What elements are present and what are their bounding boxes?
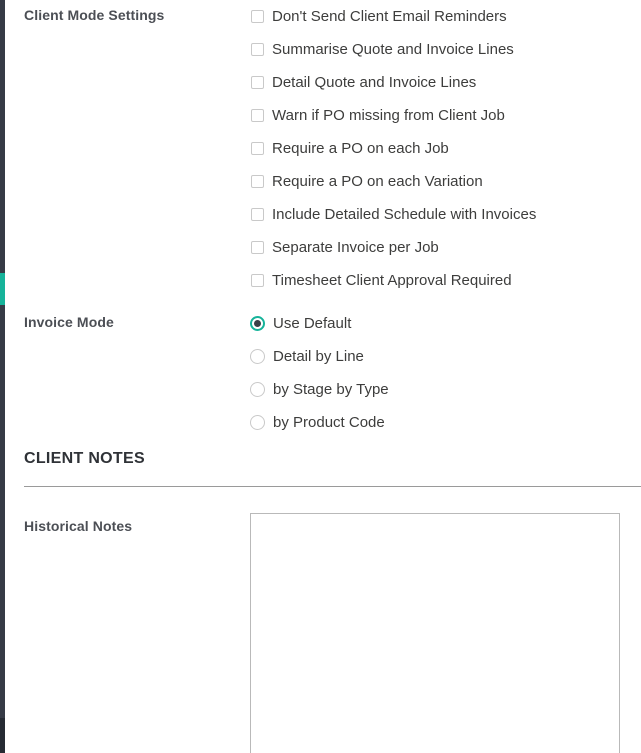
checkbox-label[interactable]: Require a PO on each Variation <box>272 173 483 190</box>
checkbox-label[interactable]: Separate Invoice per Job <box>272 239 439 256</box>
historical-notes-label: Historical Notes <box>24 518 133 534</box>
checkbox-row-summarise-quote-invoice-lines <box>250 33 641 66</box>
client-mode-checkbox-group <box>250 0 641 297</box>
radio-row-use-default <box>250 307 641 340</box>
checkbox-label[interactable]: Include Detailed Schedule with Invoices <box>272 206 537 223</box>
radio-use-default[interactable] <box>250 316 265 331</box>
checkbox-label[interactable]: Require a PO on each Job <box>272 140 449 157</box>
checkbox-row-detail-quote-invoice-lines <box>250 66 641 99</box>
client-mode-settings-row <box>24 0 641 297</box>
settings-form <box>5 0 641 753</box>
radio-label[interactable]: by Product Code <box>273 414 385 431</box>
radio-label[interactable]: Detail by Line <box>273 348 364 365</box>
radio-by-product-code[interactable] <box>250 415 265 430</box>
checkbox-row-require-po-each-job <box>250 132 641 165</box>
invoice-mode-label: Invoice Mode <box>24 314 114 330</box>
checkbox-separate-invoice-per-job[interactable] <box>251 241 264 254</box>
section-divider <box>24 486 641 487</box>
checkbox-label[interactable]: Detail Quote and Invoice Lines <box>272 74 477 91</box>
checkbox-row-timesheet-client-approval <box>250 264 641 297</box>
radio-row-by-product-code <box>250 406 641 439</box>
radio-label[interactable]: Use Default <box>273 315 352 332</box>
radio-row-by-stage-by-type <box>250 373 641 406</box>
radio-row-detail-by-line <box>250 340 641 373</box>
checkbox-warn-if-po-missing[interactable] <box>251 109 264 122</box>
checkbox-detail-quote-invoice-lines[interactable] <box>251 76 264 89</box>
checkbox-row-include-detailed-schedule <box>250 198 641 231</box>
checkbox-summarise-quote-invoice-lines[interactable] <box>251 43 264 56</box>
radio-label[interactable]: by Stage by Type <box>273 381 389 398</box>
historical-notes-control <box>250 513 641 753</box>
historical-notes-textarea[interactable] <box>250 513 620 753</box>
checkbox-dont-send-client-email-reminders[interactable] <box>251 10 264 23</box>
checkbox-include-detailed-schedule[interactable] <box>251 208 264 221</box>
historical-notes-row <box>24 513 641 753</box>
checkbox-timesheet-client-approval[interactable] <box>251 274 264 287</box>
checkbox-label[interactable]: Don't Send Client Email Reminders <box>272 8 507 25</box>
checkbox-row-separate-invoice-per-job <box>250 231 641 264</box>
checkbox-label[interactable]: Timesheet Client Approval Required <box>272 272 512 289</box>
checkbox-require-po-each-variation[interactable] <box>251 175 264 188</box>
checkbox-label[interactable]: Warn if PO missing from Client Job <box>272 107 505 124</box>
checkbox-row-dont-send-client-email-reminders <box>250 0 641 33</box>
checkbox-label[interactable]: Summarise Quote and Invoice Lines <box>272 41 514 58</box>
invoice-mode-radio-group <box>250 307 641 439</box>
client-mode-settings-label: Client Mode Settings <box>24 7 165 23</box>
checkbox-row-warn-if-po-missing <box>250 99 641 132</box>
checkbox-row-require-po-each-variation <box>250 165 641 198</box>
radio-by-stage-by-type[interactable] <box>250 382 265 397</box>
checkbox-require-po-each-job[interactable] <box>251 142 264 155</box>
radio-detail-by-line[interactable] <box>250 349 265 364</box>
client-notes-section-heading: CLIENT NOTES <box>24 450 145 467</box>
invoice-mode-row <box>24 307 641 439</box>
